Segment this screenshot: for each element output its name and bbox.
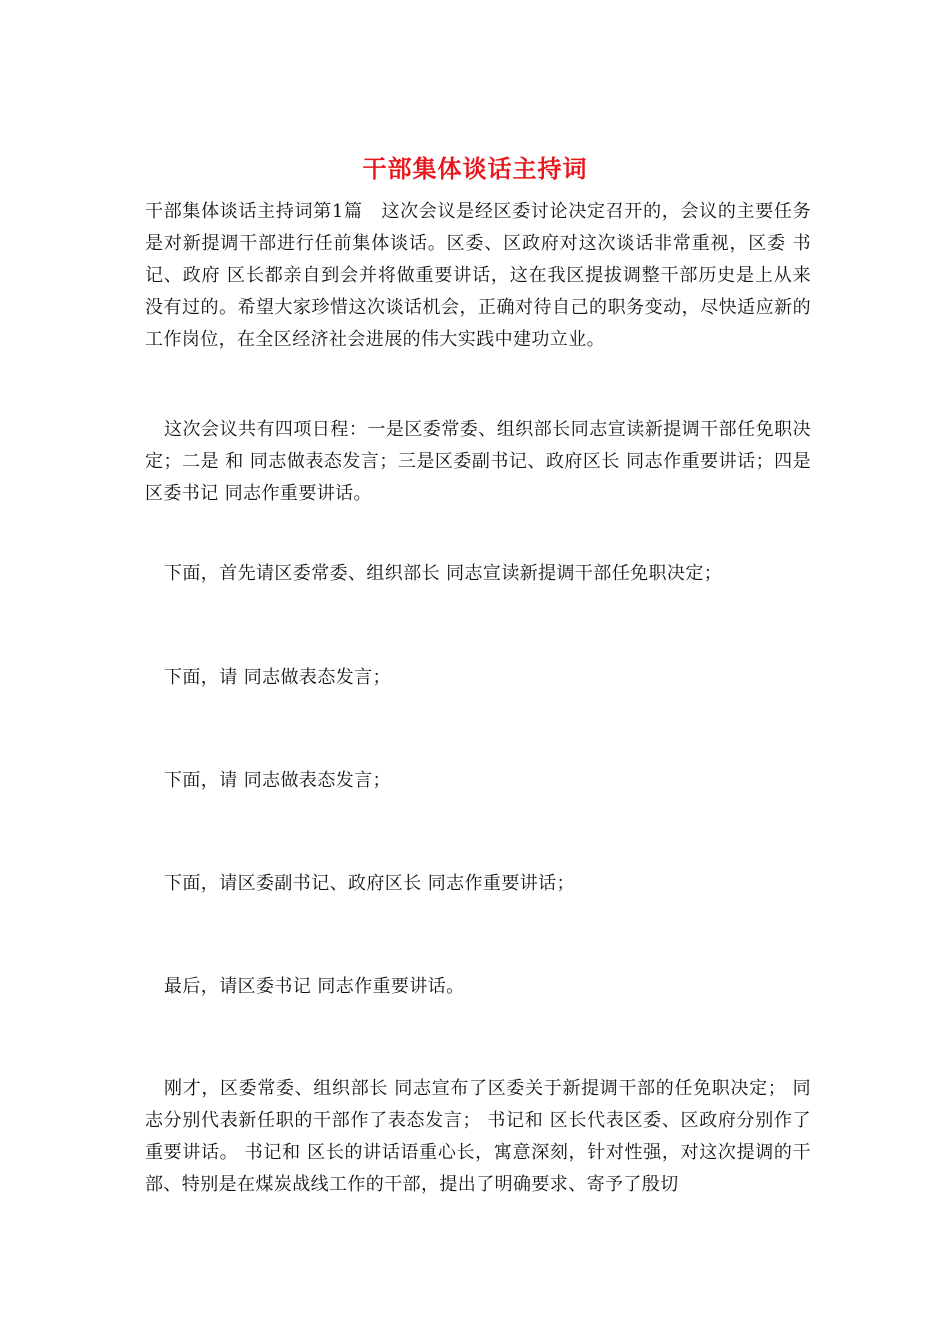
paragraph-intro: 干部集体谈话主持词第1篇 这次会议是经区委讨论决定召开的，会议的主要任务是对新提调干部进行任前集体谈话。区委、区政府对这次谈话非常重视，区委 书记、政府 区长都亲自到会并将做重要讲话，这在我区提拔调整干部历史是上从来没有过的。希望大家珍惜这次谈话机会，正确对待自己的职务变动，尽快适应新的工作岗位，在全区经济社会进展的伟大实践中建功立业。: [145, 201, 811, 350]
document-title: 干部集体谈话主持词: [362, 154, 588, 183]
paragraph-step-4: 最后，请区委书记 同志作重要讲话。: [164, 976, 465, 997]
paragraph-step-2a: 下面，请 同志做表态发言；: [164, 667, 391, 688]
paragraph-agenda: 这次会议共有四项日程：一是区委常委、组织部长同志宣读新提调干部任免职决定；二是 和 同志做表态发言；三是区委副书记、政府区长 同志作重要讲话；四是区委书记 同志作重要讲话。: [145, 419, 811, 504]
paragraph-step-2b: 下面，请 同志做表态发言；: [164, 770, 391, 791]
paragraph-step-3: 下面，请区委副书记、政府区长 同志作重要讲话；: [164, 873, 575, 894]
paragraph-summary: 刚才，区委常委、组织部长 同志宣布了区委关于新提调干部的任免职决定； 同志分别代表新任职的干部作了表态发言； 书记和 区长代表区委、区政府分别作了重要讲话。 书记和 区长的讲话语重心长，寓意深刻，针对性强，对这次提调的干部、特别是在煤炭战线工作的干部，提出了明确要求、寄予了殷切: [145, 1078, 811, 1195]
paragraph-step-1: 下面，首先请区委常委、组织部长 同志宣读新提调干部任免职决定；: [164, 563, 723, 584]
